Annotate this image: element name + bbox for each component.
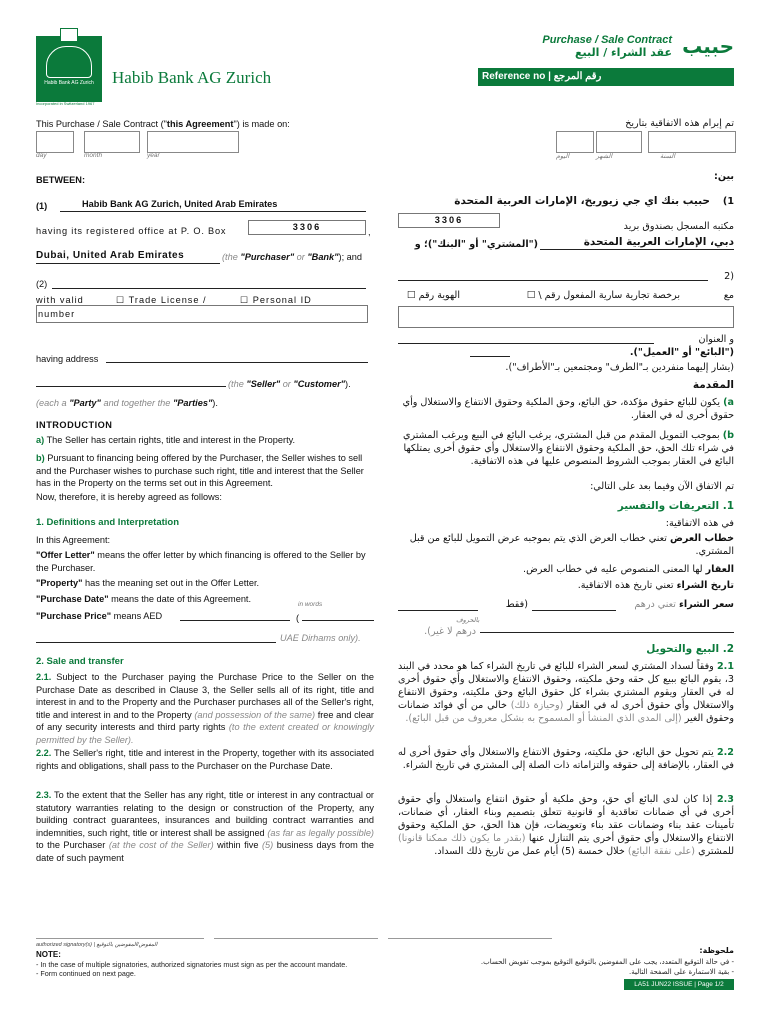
clause-2-1: 2.1. Subject to the Purchaser paying the Purchase Price to the Seller on the Purchase Date as described in Clause 3, the Seller sells all of its right, title and interest in and to the Property and the Purchaser purchases all of the Seller's right, title and interest in and to the Property (and possession of the same) free and clear of any security interests and third party rights (to the extent created or knowingly permitted by the Seller). bbox=[36, 672, 374, 745]
clause-2-3-ar: 2.3 إذا كان لدى البائع أي حق، وحق ملكية أو حقوق انتفاع واستغلال وأي حقوق أخرى في أي ضمانات تعاقدية أو قانونية تتعلق بتصميم وبناء العقار، أي ضمانات، تأمينات عقد بناء وضمانات عقد بناء وتعويضات، فإن هذا الحق، حق الملكية وحقوق الانتفاع والاستغلال وأي حقوق أخرى يتم التنازل عنها (بقدر ما يكون ذلك ممكنا قانونا) للمشتري (على نفقة البائع) خلال خمسة (5) أيام عمل من تاريخ ذلك السداد. bbox=[398, 794, 734, 857]
purchase-price-definition: "Purchase Price" means AED bbox=[36, 611, 163, 621]
day-box-1[interactable] bbox=[36, 131, 74, 153]
note-line-2-ar: - بقية الاستمارة على الصفحة التالية. bbox=[629, 968, 734, 976]
party1-name-ar: حبيب بنك اي جي زيوريخ، الإمارات العربية المتحدة bbox=[454, 195, 710, 207]
purchase-price-amount-field-ar[interactable] bbox=[532, 610, 616, 611]
party2-number-ar: (2 bbox=[724, 271, 734, 282]
made-on-text: This Purchase / Sale Contract ("this Agreement") is made on: bbox=[36, 119, 290, 129]
month-box-1[interactable] bbox=[84, 131, 140, 153]
purchaser-definition-ar: ("المشتري" أو "البنك")؛ و bbox=[414, 239, 538, 250]
between-heading: BETWEEN: bbox=[36, 175, 85, 185]
year-label: year bbox=[147, 152, 160, 159]
clause-2-2-ar: 2.2 يتم تحويل حق البائع، حق ملكيته، وحقوق الانتفاع والاستغلال وأي حقوق أخرى له في العقار، بالإضافة إلى حقوقه والتزاماته ذات الصلة إلى المشتري في تاريخ الشراء. bbox=[398, 747, 734, 771]
clause-2-2: 2.2. The Seller's right, title and interest in the Property, together with its associated rights and obligations, shall pass to the Purchaser on the Purchase Date. bbox=[36, 748, 375, 771]
year-label-ar: السنة bbox=[660, 153, 676, 160]
purchaser-definition: (the "Purchaser" or "Bank"); and bbox=[222, 252, 363, 262]
offer-letter-definition: "Offer Letter" means the offer letter by which financing is offered to the Seller by the Purchaser. bbox=[36, 550, 366, 573]
clause-2-1-ar: 2.1 وفقاً لسداد المشتري لسعر الشراء للبائع في تاريخ الشراء كما هو محدد في البند 3، يقوم البائع ببيع كل حقه وحق ملكيته، وحقوق الانتفاع والاستغلال وأي حقوق أخرى له في العقار ويقوم المشتري بشراء كل حقوق البائع وحق ملكيته، وحقوق الانتفاع والاستغلال وأي حقوق أخرى له في العقار (وحيازة ذلك) خالي من أي فوائد ضمانات وحقوق الغير (إلى المدى الذي المنشأ أو المسموح به بشكل معروف من قبل البائع). bbox=[398, 661, 734, 724]
month-box-ar[interactable] bbox=[596, 131, 642, 153]
party2-name-field-ar[interactable] bbox=[398, 280, 708, 281]
month-label: month bbox=[84, 152, 103, 159]
party2-number: (2) bbox=[36, 279, 48, 289]
bank-logo bbox=[36, 36, 102, 102]
month-label-ar: الشهر bbox=[596, 153, 613, 160]
property-definition-ar: العقار لها المعنى المنصوص عليه في خطاب العرض. bbox=[523, 564, 734, 575]
definitions-heading: 1. Definitions and Interpretation bbox=[36, 517, 180, 528]
dirham-only-ar: درهم لا غير). bbox=[424, 626, 476, 637]
purchase-date-definition: "Purchase Date" means the date of this Agreement. bbox=[36, 594, 252, 604]
between-heading-ar: بين: bbox=[714, 171, 734, 182]
address-label: having address bbox=[36, 354, 99, 364]
now-therefore-text: Now, therefore, it is hereby agreed as follows: bbox=[36, 492, 222, 502]
address-extra-field-ar[interactable] bbox=[470, 356, 510, 357]
trade-license-checkbox[interactable]: ☐ Trade License / bbox=[116, 295, 207, 305]
party2-name-field[interactable] bbox=[52, 288, 366, 289]
seller-definition: (the "Seller" or "Customer"). bbox=[228, 379, 351, 389]
definitions-heading-ar: 1. التعريفات والتفسير bbox=[617, 500, 734, 512]
introduction-heading: INTRODUCTION bbox=[36, 420, 113, 430]
purchase-price-amount-field[interactable] bbox=[180, 620, 290, 621]
note-title-ar: ملحوظة: bbox=[699, 946, 734, 955]
signature-line-1[interactable] bbox=[36, 938, 204, 939]
purchase-date-definition-ar: تاريخ الشراء تعني تاريخ هذه الاتفاقية. bbox=[577, 580, 734, 591]
personal-id-checkbox[interactable]: ☐ Personal ID bbox=[240, 295, 312, 305]
purchase-price-words-field-ar[interactable] bbox=[398, 610, 478, 611]
address-label-ar: و العنوان bbox=[698, 334, 734, 345]
now-therefore-text-ar: تم الاتفاق الآن وفيما بعد على التالي: bbox=[590, 481, 734, 492]
doc-title-ar: عقد الشراء / البيع bbox=[574, 46, 672, 59]
id-number-field[interactable] bbox=[36, 305, 368, 323]
purchase-price-definition-ar: سعر الشراء تعني درهم bbox=[634, 599, 734, 610]
address-field-2[interactable] bbox=[36, 386, 226, 387]
purchase-price-words-field-2[interactable] bbox=[36, 642, 276, 643]
personal-id-checkbox-ar[interactable]: الهوية رقم ☐ bbox=[406, 290, 460, 301]
address-field[interactable] bbox=[106, 362, 368, 363]
party1-name: Habib Bank AG Zurich, United Arab Emirates bbox=[60, 198, 366, 212]
seller-definition-ar: ("البائع" أو "العميل"). bbox=[629, 347, 734, 358]
purchase-price-words-field-ar-2[interactable] bbox=[480, 632, 734, 633]
year-box-ar[interactable] bbox=[648, 131, 736, 153]
bank-name: Habib Bank AG Zurich bbox=[112, 68, 272, 87]
logo-caption: Habib Bank AG Zurich bbox=[44, 80, 94, 86]
intro-clause-a: a) The Seller has certain rights, title and interest in the Property. bbox=[36, 435, 296, 445]
clause-2-3: 2.3. To the extent that the Seller has any right, title or interest in any contractual or statutory warranties relating to the design or construction of the Property, any building contract guarantees, insurances and building contract warranties and indemnities, such right, title or interest shall be assigned (as far as legally possible) to the Purchaser (at the cost of the Seller) within five (5) business days from the date of such payment bbox=[36, 790, 375, 863]
intro-clause-b: b) Pursuant to financing being offered by the Purchaser, the Seller wishes to sell and the Purchaser wishes to purchase such right, title and interest that the Seller has in the Property on the terms set out in this Agreement. bbox=[36, 453, 364, 489]
office-text: having its registered office at P. O. Box bbox=[36, 226, 227, 236]
emblem-icon bbox=[46, 46, 92, 78]
reference-number-field[interactable]: Reference no | رقم المرجع bbox=[478, 68, 734, 86]
note-line-2: - Form continued on next page. bbox=[36, 969, 136, 978]
note-title: NOTE: bbox=[36, 950, 61, 959]
day-label-ar: اليوم bbox=[556, 153, 570, 160]
property-definition: "Property" has the meaning set out in the Offer Letter. bbox=[36, 578, 260, 588]
doc-title-en: Purchase / Sale Contract bbox=[542, 34, 672, 46]
number-label: number bbox=[38, 309, 76, 319]
crest-icon bbox=[60, 28, 78, 42]
intro-clause-a-ar: a) يكون للبائع حقوق مؤكدة، حق البائع، وحق الملكية وحقوق الانتفاع والاستغلال وأي حقوق أخرى له في العقار. bbox=[402, 397, 734, 421]
office-text-ar: مكتبه المسجل بصندوق بريد bbox=[623, 221, 734, 232]
party1-number-ar: 1) bbox=[722, 196, 734, 207]
valid-text-ar: مع bbox=[723, 290, 734, 301]
introduction-heading-ar: المقدمة bbox=[692, 379, 734, 391]
intro-clause-b-ar: b) بموجب التمويل المقدم من قبل المشتري، يرغب البائع في البيع ويرغب المشتري في شراء تلك الحق، حق الملكية وحقوق الانتفاع والاستغلال وأي حقوق أخرى يمتلكها البائع في العقار بموجب الشروط المنصوص عليها في هذه الاتفاقية. bbox=[402, 430, 734, 467]
purchase-price-words-field[interactable] bbox=[302, 620, 374, 621]
brand-logo-ar: حبيب bbox=[682, 34, 734, 58]
in-words-label: in words bbox=[298, 601, 323, 608]
uae-dirhams-text: UAE Dirhams only). bbox=[280, 633, 361, 643]
party-definition: (each a "Party" and together the "Parties"). bbox=[36, 398, 218, 408]
note-line-1-ar: - في حالة التوقيع المتعدد، يجب على المفوضين بالتوقيع التوقيع بموجب تفويض الحساب. bbox=[480, 958, 734, 966]
in-words-label-ar: بالحروف bbox=[456, 617, 480, 624]
day-box-ar[interactable] bbox=[556, 131, 594, 153]
note-line-1: - In the case of multiple signatories, authorized signatories must sign as per the account mandate. bbox=[36, 960, 348, 969]
signature-line-2[interactable] bbox=[214, 938, 378, 939]
year-box-1[interactable] bbox=[147, 131, 239, 153]
party-definition-ar: (يشار إليهما منفردين بـ"الطرف" ومجتمعين بـ"الأطراف"). bbox=[505, 362, 734, 373]
logo-subtitle: Incorporated in Switzerland 1967 bbox=[36, 101, 95, 106]
valid-text: with valid bbox=[36, 295, 84, 305]
po-box-field[interactable]: 3306 bbox=[248, 220, 366, 235]
id-number-field-ar[interactable] bbox=[398, 306, 734, 328]
in-agreement-text: In this Agreement: bbox=[36, 535, 111, 545]
made-on-text-ar: تم إبرام هذه الاتفاقية بتاريخ bbox=[625, 118, 734, 129]
signature-line-3[interactable] bbox=[388, 938, 552, 939]
party1-number: (1) bbox=[36, 201, 48, 211]
form-code-badge: LA51 JUN22 ISSUE | Page 1/2 bbox=[624, 979, 734, 990]
city-field-ar[interactable]: دبي، الإمارات العربية المتحدة bbox=[540, 236, 734, 250]
signature-label: authorized signatory(s) | المفوض/المفوضين بالتوقيع bbox=[36, 942, 158, 948]
day-label: day bbox=[36, 152, 47, 159]
in-agreement-text-ar: في هذه الاتفاقية: bbox=[665, 518, 734, 529]
po-box-field-ar[interactable]: 3306 bbox=[398, 213, 500, 228]
sale-transfer-heading-ar: 2. البيع والتحويل bbox=[646, 643, 734, 655]
sale-transfer-heading: 2. Sale and transfer bbox=[36, 656, 124, 667]
city-field[interactable]: Dubai, United Arab Emirates bbox=[36, 250, 220, 264]
offer-letter-definition-ar: خطاب العرض تعني خطاب العرض الذي يتم بموجبه عرض التمويل للبائع من قبل المشتري. bbox=[409, 533, 734, 557]
trade-license-checkbox-ar[interactable]: برخصة تجارية سارية المفعول رقم \ ☐ bbox=[526, 290, 680, 301]
address-field-ar[interactable] bbox=[398, 343, 654, 344]
